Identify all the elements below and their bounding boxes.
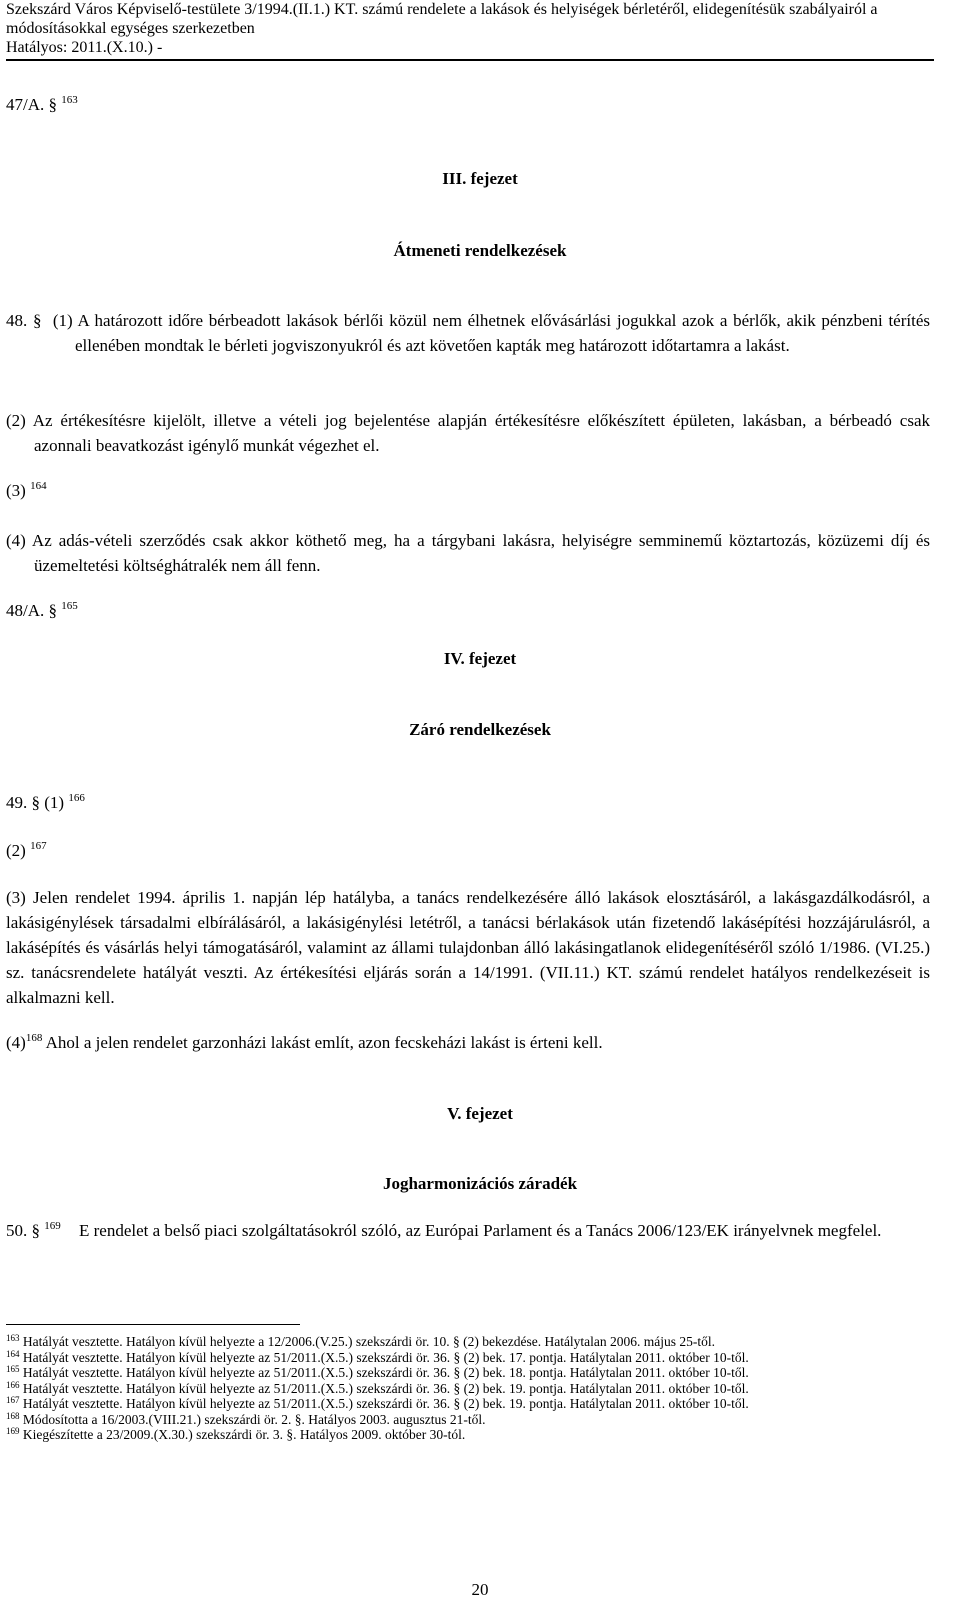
paragraph-text: Ahol a jelen rendelet garzonházi lakást említ, azon fecskeházi lakást is érteni kell. bbox=[45, 1033, 603, 1052]
running-header bbox=[6, 0, 934, 61]
section-49-para-2 bbox=[6, 838, 47, 863]
section-49-para-3: (3) Jelen rendelet 1994. április 1. napján lép hatályba, a tanács rendelkezésére álló lakások elosztásáról, a lakásgazdálkodásról, a lakásigénylések társadalmi elbírálásáról, a lakásigénylési letétről, a tanácsi bérlakások után fizetendő lakásépítési hozzájárulásról, a lakásépítés és vásárlás helyi támogatásáról, valamint az állami tulajdonban álló lakásingatlanok elidegenítéséről szóló 1/1986. (VI.25.) sz. tanácsrendelete hatályát veszti. Az értékesítési eljárás során a 14/1991. (VII.11.) KT. számú rendelet hatályos rendelkezéseit is alkalmazni kell. bbox=[6, 888, 930, 1007]
section-48a bbox=[6, 598, 78, 623]
section-48-para-2: (2) Az értékesítésre kijelölt, illetve a vételi jog bejelentése alapján értékesítésre előkészített épületen, lakásban, a bérbeadó csak azonnali beavatkozást igénylő munkát végezhet el. bbox=[6, 411, 930, 455]
footnote-item bbox=[6, 1350, 936, 1366]
footnote-number: 169 bbox=[6, 1426, 20, 1436]
footnote-number: 167 bbox=[6, 1395, 20, 1405]
section-48-para-1 bbox=[6, 308, 930, 358]
chapter-title: V. fejezet bbox=[447, 1104, 513, 1123]
footnote-text: Kiegészítette a 23/2009.(X.30.) szekszárdi ör. 3. §. Hatályos 2009. október 30-tól. bbox=[22, 1427, 466, 1442]
chapter-subtitle: Jogharmonizációs záradék bbox=[382, 1174, 578, 1193]
footnote-item bbox=[6, 1396, 936, 1412]
header-line: Hatályos: 2011.(X.10.) - bbox=[6, 39, 163, 56]
footnote-text: Hatályát vesztette. Hatályon kívül helyezte az 51/2011.(X.5.) szekszárdi ör. 36. § (2) bek. 19. pontja. Hatálytalan 2011. október 10-től. bbox=[22, 1396, 749, 1411]
section-label: 47/A. § bbox=[6, 95, 57, 114]
section-48-para-3 bbox=[6, 478, 47, 503]
section-50 bbox=[6, 1218, 930, 1243]
footnote-separator bbox=[6, 1324, 300, 1325]
footnote-ref[interactable]: 169 bbox=[44, 1220, 61, 1232]
footnotes-list bbox=[6, 1334, 936, 1443]
footnote-ref[interactable]: 165 bbox=[61, 600, 78, 612]
footnote-number: 164 bbox=[6, 1348, 20, 1359]
footnote-text: Hatályát vesztette. Hatályon kívül helyezte az 51/2011.(X.5.) szekszárdi ör. 36. § (2) bek. 18. pontja. Hatálytalan 2011. október 10-től. bbox=[22, 1365, 749, 1380]
paragraph-text: (1) A határozott időre bérbeadott lakások bérlői közül nem élhetnek elővásárlási jogukkal azok a bérlők, akik pénzbeni térítés ellenében mondtak le bérleti jogviszonyukról és azt követően kapták meg határozott időtartamra a lakást. bbox=[52, 311, 931, 355]
footnote-item bbox=[6, 1381, 936, 1397]
paragraph-label: (4) bbox=[6, 1033, 26, 1052]
footnote-item bbox=[6, 1334, 936, 1350]
chapter-title: III. fejezet bbox=[442, 169, 518, 188]
section-47a bbox=[6, 92, 78, 117]
chapter-subtitle: Átmeneti rendelkezések bbox=[393, 241, 567, 260]
section-49-para-4 bbox=[6, 1030, 603, 1055]
footnote-item bbox=[6, 1427, 936, 1443]
footnote-ref[interactable]: 163 bbox=[61, 94, 78, 106]
paragraph-text: E rendelet a belső piaci szolgáltatásokról szóló, az Európai Parlament és a Tanács 2006/123/EK irányelvnek megfelel. bbox=[79, 1221, 882, 1240]
header-line: Szekszárd Város Képviselő-testülete 3/1994.(II.1.) KT. számú rendelete a lakások és helyiségek bérletéről, elidegenítésük szabályairól a bbox=[6, 1, 878, 18]
chapter-title: IV. fejezet bbox=[443, 649, 517, 668]
footnote-text: Hatályát vesztette. Hatályon kívül helyezte a 12/2006.(V.25.) szekszárdi ör. 10. § (2) bekezdése. Hatálytalan 2006. május 25-től. bbox=[22, 1334, 716, 1349]
footnote-number: 163 bbox=[6, 1333, 20, 1343]
footnote-text: Hatályát vesztette. Hatályon kívül helyezte az 51/2011.(X.5.) szekszárdi ör. 36. § (2) bek. 19. pontja. Hatálytalan 2011. október 10-től. bbox=[22, 1380, 749, 1396]
section-label: 49. § (1) bbox=[6, 793, 65, 812]
footnote-number: 165 bbox=[6, 1364, 20, 1374]
section-label: 48. § bbox=[6, 311, 42, 330]
section-49-para-1 bbox=[6, 790, 85, 815]
paragraph-label: (3) bbox=[6, 481, 26, 500]
page-number: 20 bbox=[471, 1580, 489, 1599]
section-label: 48/A. § bbox=[6, 601, 57, 620]
footnote-ref[interactable]: 167 bbox=[30, 840, 47, 852]
footnote-ref[interactable]: 164 bbox=[30, 480, 47, 492]
footnote-text: Módosította a 16/2003.(VIII.21.) szekszárdi ör. 2. §. Hatályos 2003. augusztus 21-től. bbox=[22, 1411, 486, 1427]
footnote-number: 166 bbox=[6, 1379, 20, 1390]
chapter-subtitle: Záró rendelkezések bbox=[409, 720, 551, 739]
header-line: módosításokkal egységes szerkezetben bbox=[6, 20, 255, 37]
section-label-with-footnote bbox=[6, 1218, 61, 1243]
footnote-item bbox=[6, 1412, 936, 1428]
section-label: 50. § bbox=[6, 1221, 40, 1240]
footnote-ref[interactable]: 168 bbox=[25, 1032, 43, 1044]
footnote-ref[interactable]: 166 bbox=[68, 792, 85, 804]
footnote-number: 168 bbox=[6, 1410, 20, 1421]
footnote-item bbox=[6, 1365, 936, 1381]
footnote-text: Hatályát vesztette. Hatályon kívül helyezte az 51/2011.(X.5.) szekszárdi ör. 36. § (2) bek. 17. pontja. Hatálytalan 2011. október 10-től. bbox=[22, 1349, 749, 1365]
paragraph-label: (2) bbox=[6, 841, 26, 860]
section-48-para-4: (4) Az adás-vételi szerződés csak akkor köthető meg, ha a tárgybani lakásra, helyiségre semminemű köztartozás, közüzemi díj és üzemeltetési költséghátralék nem áll fenn. bbox=[6, 531, 930, 575]
